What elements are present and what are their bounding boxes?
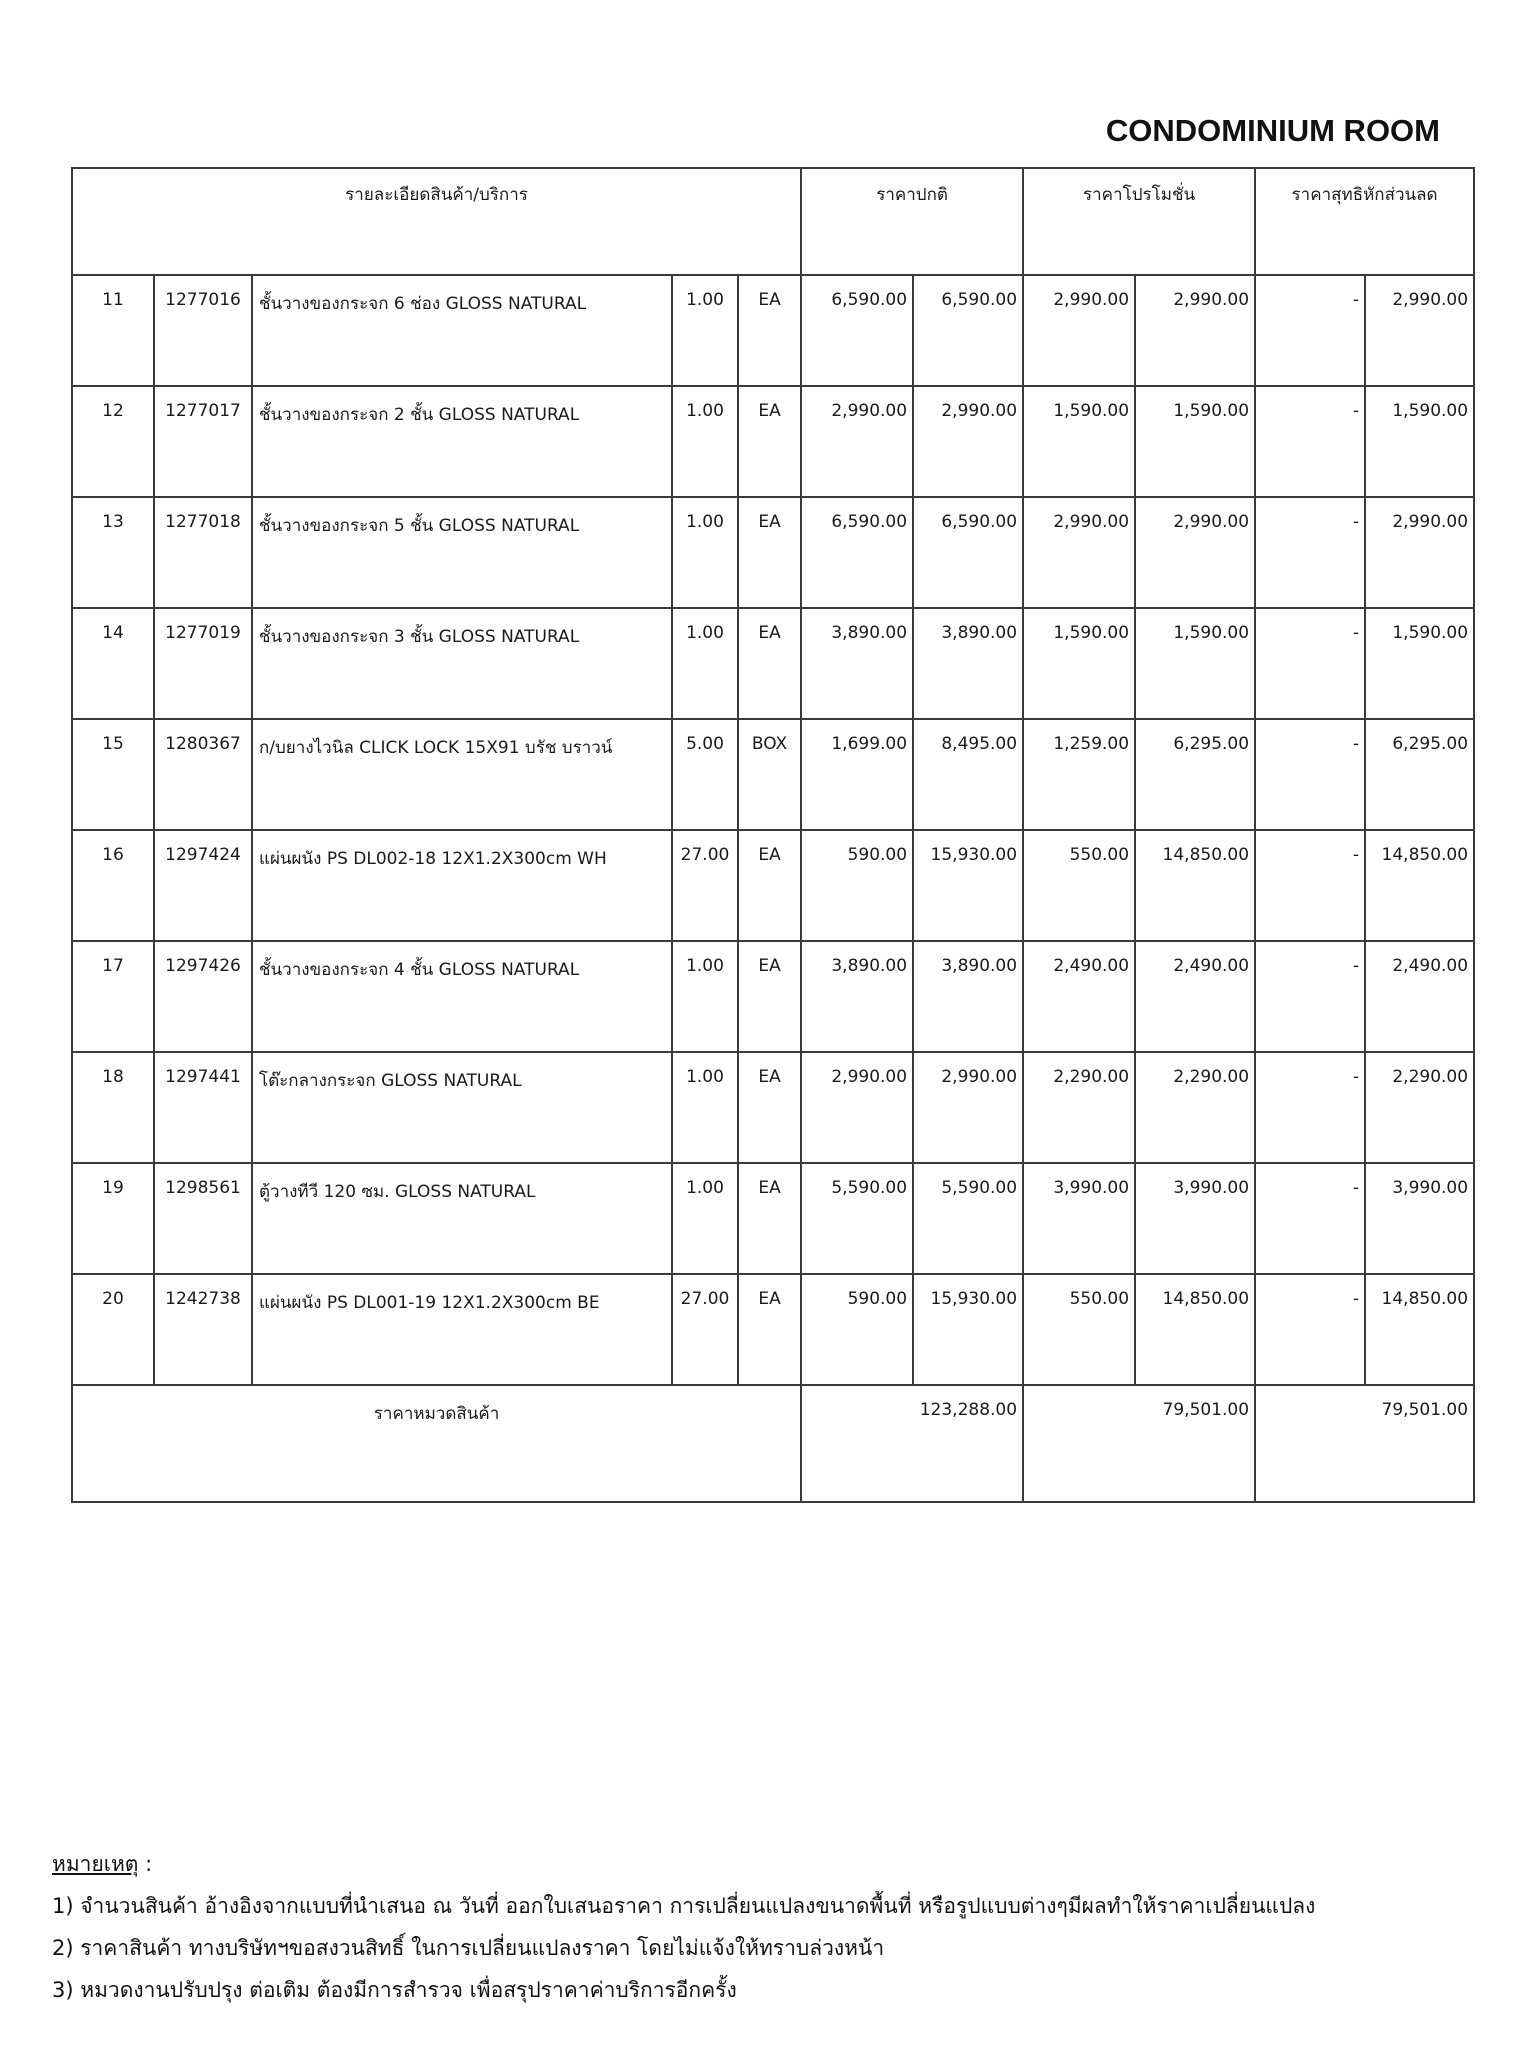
row-number: 17 [72,941,154,1052]
net-total: 2,490.00 [1365,941,1474,1052]
document-title: CONDOMINIUM ROOM [1105,113,1440,148]
unit: EA [738,941,801,1052]
unit: EA [738,1274,801,1385]
table-row [72,1052,1474,1163]
net-total: 6,295.00 [1365,719,1474,830]
header-description: รายละเอียดสินค้า/บริการ [72,168,801,275]
notes-heading-line [52,1843,1315,1885]
regular-unit-price: 590.00 [801,1274,913,1385]
net-total: 14,850.00 [1365,1274,1474,1385]
promo-total: 1,590.00 [1135,608,1255,719]
net-total: 2,990.00 [1365,497,1474,608]
total-promo: 79,501.00 [1023,1385,1255,1502]
promo-total: 2,290.00 [1135,1052,1255,1163]
net-total: 3,990.00 [1365,1163,1474,1274]
discount: - [1255,1052,1365,1163]
net-total: 1,590.00 [1365,386,1474,497]
quantity: 1.00 [672,275,738,386]
header-row [72,168,1474,275]
unit: EA [738,1163,801,1274]
item-code: 1297426 [154,941,252,1052]
discount: - [1255,497,1365,608]
regular-unit-price: 2,990.00 [801,386,913,497]
promo-unit-price: 1,259.00 [1023,719,1135,830]
row-number: 14 [72,608,154,719]
net-total: 2,290.00 [1365,1052,1474,1163]
unit: EA [738,386,801,497]
unit: EA [738,275,801,386]
notes-colon: : [138,1852,153,1876]
discount: - [1255,386,1365,497]
table-row [72,1274,1474,1385]
item-description: โต๊ะกลางกระจก GLOSS NATURAL [252,1052,672,1163]
regular-total: 5,590.00 [913,1163,1023,1274]
total-regular: 123,288.00 [801,1385,1023,1502]
quantity: 1.00 [672,608,738,719]
promo-total: 14,850.00 [1135,1274,1255,1385]
regular-unit-price: 5,590.00 [801,1163,913,1274]
promo-total: 6,295.00 [1135,719,1255,830]
regular-total: 6,590.00 [913,497,1023,608]
quotation-table [71,167,1475,1503]
table-row [72,386,1474,497]
item-description: ชั้นวางของกระจก 4 ชั้น GLOSS NATURAL [252,941,672,1052]
regular-total: 3,890.00 [913,608,1023,719]
item-code: 1280367 [154,719,252,830]
regular-unit-price: 590.00 [801,830,913,941]
item-code: 1277019 [154,608,252,719]
item-description: ชั้นวางของกระจก 5 ชั้น GLOSS NATURAL [252,497,672,608]
promo-total: 1,590.00 [1135,386,1255,497]
promo-unit-price: 1,590.00 [1023,608,1135,719]
table-row [72,608,1474,719]
regular-unit-price: 2,990.00 [801,1052,913,1163]
table-row [72,719,1474,830]
note-item-2: 2) ราคาสินค้า ทางบริษัทฯขอสงวนสิทธิ์ ในการเปลี่ยนแปลงราคา โดยไม่แจ้งให้ทราบล่วงหน้า [52,1936,885,1960]
note-item-1: 1) จำนวนสินค้า อ้างอิงจากแบบที่นำเสนอ ณ วันที่ ออกใบเสนอราคา การเปลี่ยนแปลงขนาดพื้นที่ หรือรูปแบบต่างๆมีผลทำให้ราคาเปลี่ยนแปลง [52,1894,1316,1918]
item-code: 1297441 [154,1052,252,1163]
notes-heading: หมายเหตุ [52,1852,139,1876]
unit: EA [738,830,801,941]
promo-total: 3,990.00 [1135,1163,1255,1274]
regular-total: 2,990.00 [913,1052,1023,1163]
discount: - [1255,1163,1365,1274]
total-row [72,1385,1474,1502]
discount: - [1255,719,1365,830]
quantity: 1.00 [672,1163,738,1274]
row-number: 13 [72,497,154,608]
promo-total: 2,490.00 [1135,941,1255,1052]
row-number: 20 [72,1274,154,1385]
notes-section [52,1843,1315,2011]
item-description: ชั้นวางของกระจก 2 ชั้น GLOSS NATURAL [252,386,672,497]
quantity: 1.00 [672,386,738,497]
promo-total: 14,850.00 [1135,830,1255,941]
item-description: ตู้วางทีวี 120 ซม. GLOSS NATURAL [252,1163,672,1274]
quantity: 27.00 [672,1274,738,1385]
row-number: 15 [72,719,154,830]
discount: - [1255,941,1365,1052]
quantity: 1.00 [672,941,738,1052]
item-code: 1297424 [154,830,252,941]
item-description: แผ่นผนัง PS DL002-18 12X1.2X300cm WH [252,830,672,941]
header-net-price: ราคาสุทธิหักส่วนลด [1255,168,1474,275]
regular-unit-price: 6,590.00 [801,275,913,386]
item-description: ชั้นวางของกระจก 6 ช่อง GLOSS NATURAL [252,275,672,386]
net-total: 14,850.00 [1365,830,1474,941]
item-code: 1277016 [154,275,252,386]
item-description: ก/บยางไวนิล CLICK LOCK 15X91 บรัช บราวน์ [252,719,672,830]
header-regular-price: ราคาปกติ [801,168,1023,275]
regular-total: 15,930.00 [913,1274,1023,1385]
table-row [72,830,1474,941]
promo-unit-price: 2,290.00 [1023,1052,1135,1163]
item-code: 1277018 [154,497,252,608]
header-promo-price: ราคาโปรโมชั่น [1023,168,1255,275]
total-label: ราคาหมวดสินค้า [72,1385,801,1502]
discount: - [1255,608,1365,719]
item-description: ชั้นวางของกระจก 3 ชั้น GLOSS NATURAL [252,608,672,719]
row-number: 18 [72,1052,154,1163]
promo-total: 2,990.00 [1135,275,1255,386]
regular-total: 15,930.00 [913,830,1023,941]
promo-unit-price: 550.00 [1023,1274,1135,1385]
quantity: 1.00 [672,1052,738,1163]
row-number: 11 [72,275,154,386]
regular-unit-price: 6,590.00 [801,497,913,608]
item-description: แผ่นผนัง PS DL001-19 12X1.2X300cm BE [252,1274,672,1385]
unit: BOX [738,719,801,830]
quantity: 5.00 [672,719,738,830]
unit: EA [738,608,801,719]
row-number: 12 [72,386,154,497]
promo-unit-price: 2,990.00 [1023,497,1135,608]
net-total: 1,590.00 [1365,608,1474,719]
quantity: 1.00 [672,497,738,608]
net-total: 2,990.00 [1365,275,1474,386]
regular-unit-price: 3,890.00 [801,941,913,1052]
regular-total: 3,890.00 [913,941,1023,1052]
promo-unit-price: 1,590.00 [1023,386,1135,497]
table-row [72,275,1474,386]
discount: - [1255,1274,1365,1385]
promo-unit-price: 3,990.00 [1023,1163,1135,1274]
row-number: 19 [72,1163,154,1274]
quantity: 27.00 [672,830,738,941]
discount: - [1255,275,1365,386]
table-row [72,941,1474,1052]
regular-unit-price: 3,890.00 [801,608,913,719]
item-code: 1298561 [154,1163,252,1274]
promo-unit-price: 2,490.00 [1023,941,1135,1052]
item-code: 1277017 [154,386,252,497]
unit: EA [738,1052,801,1163]
table-row [72,497,1474,608]
total-net: 79,501.00 [1255,1385,1474,1502]
row-number: 16 [72,830,154,941]
regular-unit-price: 1,699.00 [801,719,913,830]
regular-total: 8,495.00 [913,719,1023,830]
item-code: 1242738 [154,1274,252,1385]
regular-total: 6,590.00 [913,275,1023,386]
table-row [72,1163,1474,1274]
promo-unit-price: 550.00 [1023,830,1135,941]
regular-total: 2,990.00 [913,386,1023,497]
note-item-3: 3) หมวดงานปรับปรุง ต่อเติม ต้องมีการสำรวจ เพื่อสรุปราคาค่าบริการอีกครั้ง [52,1978,737,2002]
unit: EA [738,497,801,608]
discount: - [1255,830,1365,941]
promo-unit-price: 2,990.00 [1023,275,1135,386]
promo-total: 2,990.00 [1135,497,1255,608]
